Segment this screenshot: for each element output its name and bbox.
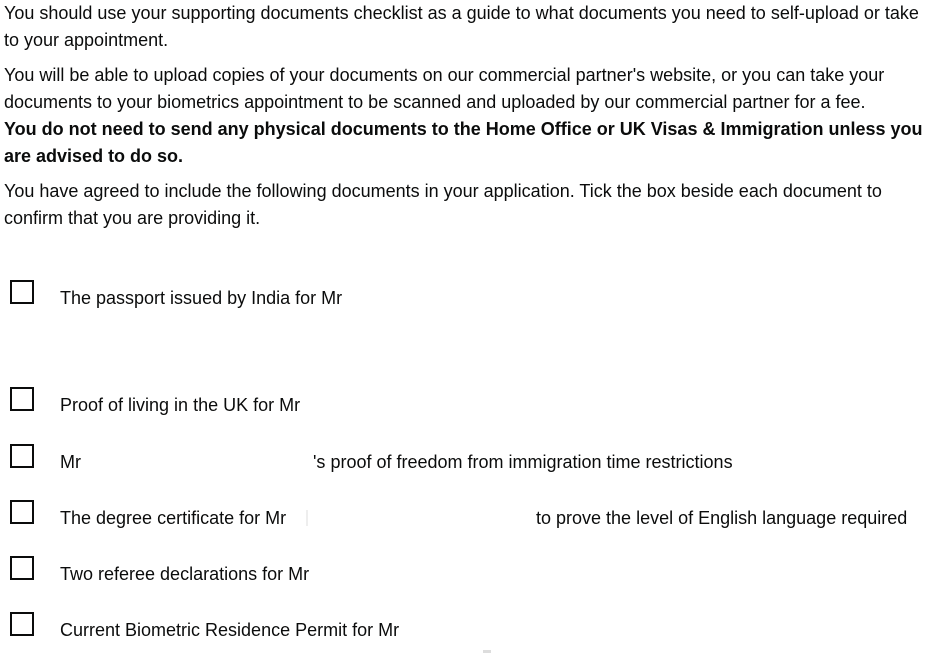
immigration-freedom-checkbox[interactable] xyxy=(10,444,34,468)
referee-declarations-label: Two referee declarations for Mr xyxy=(60,564,310,584)
checklist-item-immigration-freedom[interactable] xyxy=(10,444,940,474)
document-checklist xyxy=(10,0,940,653)
guidance-paragraph-checklist: You should use your supporting documents checklist as a guide to what documents you need to self-upload or take to your appointment. xyxy=(4,3,919,50)
proof-of-living-label: Proof of living in the UK for Mr xyxy=(60,395,301,415)
checklist-item-proof-of-living[interactable] xyxy=(10,387,940,417)
proof-of-living-checkbox[interactable] xyxy=(10,387,34,411)
referee-declarations-checkbox[interactable] xyxy=(10,556,34,580)
checklist-item-referee-declarations[interactable] xyxy=(10,556,940,586)
degree-certificate-label-suffix: to prove the level of English language required xyxy=(536,508,908,528)
biometric-residence-permit-checkbox[interactable] xyxy=(10,612,34,636)
redaction-mark xyxy=(306,510,308,526)
checklist-item-biometric-residence-permit[interactable] xyxy=(10,612,940,642)
checklist-item-degree-certificate[interactable] xyxy=(10,500,940,530)
passport-checkbox[interactable] xyxy=(10,280,34,304)
degree-certificate-label: The degree certificate for Mr xyxy=(60,508,287,528)
immigration-freedom-label: Mr xyxy=(60,452,81,472)
biometric-residence-permit-label: Current Biometric Residence Permit for Mr xyxy=(60,620,400,640)
guidance-paragraph-upload: You will be able to upload copies of your documents on our commercial partner's website, or you can take your documents to your biometrics appointment to be scanned and uploaded by our commercial partner for a fee. xyxy=(4,65,885,112)
immigration-freedom-label-suffix: 's proof of freedom from immigration time restrictions xyxy=(313,452,733,472)
checklist-item-passport[interactable] xyxy=(10,280,940,310)
guidance-paragraph-tick-instructions: You have agreed to include the following documents in your application. Tick the box beside each document to confirm that you are providing it. xyxy=(4,181,882,228)
guidance-paragraph-no-physical-documents: You do not need to send any physical documents to the Home Office or UK Visas & Immigration unless you are advised to do so. xyxy=(4,119,923,166)
degree-certificate-checkbox[interactable] xyxy=(10,500,34,524)
passport-label: The passport issued by India for Mr xyxy=(60,288,343,308)
